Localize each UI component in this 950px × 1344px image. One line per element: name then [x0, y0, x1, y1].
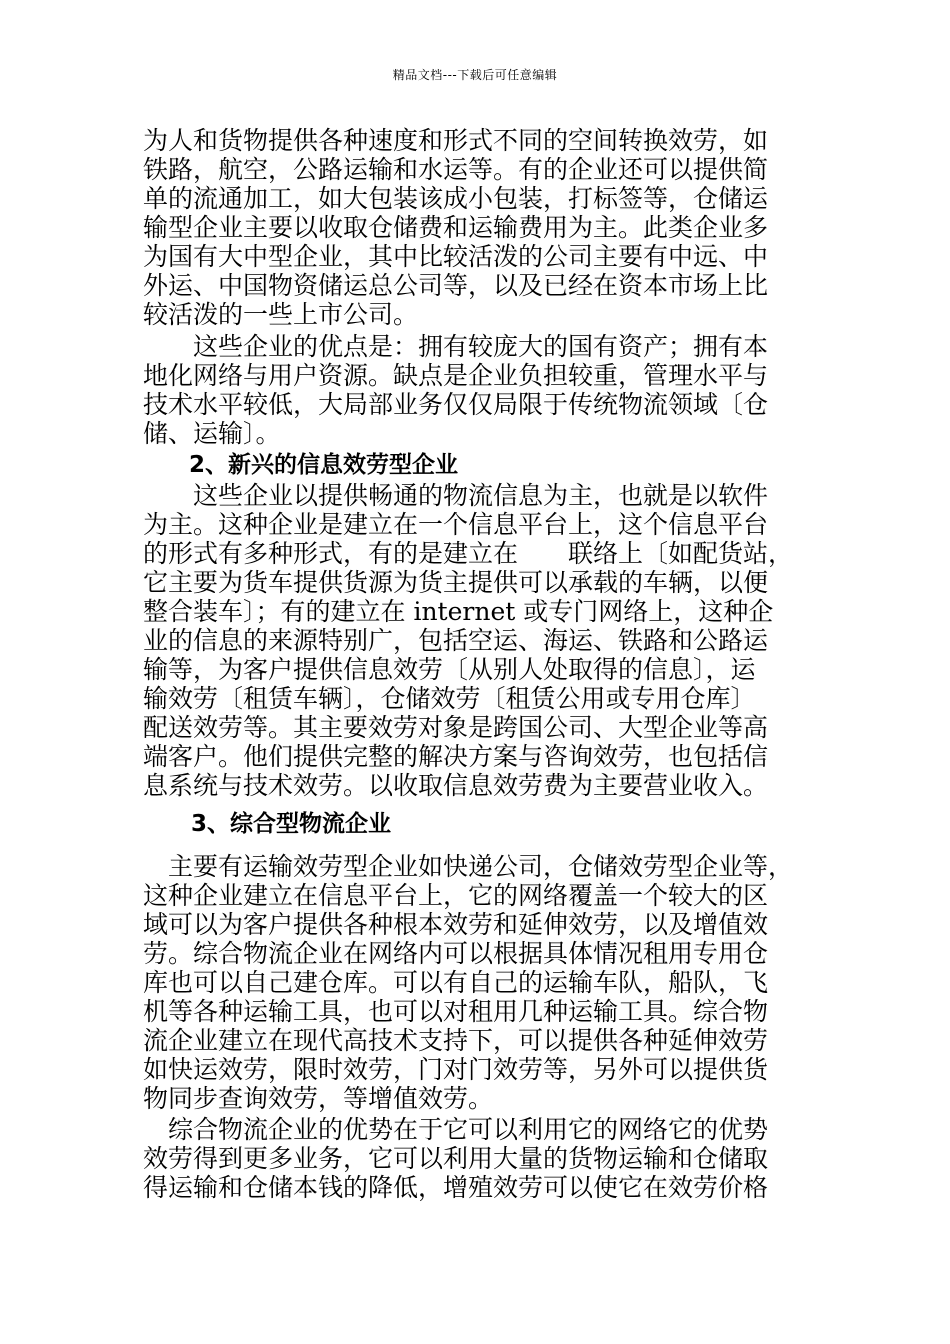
text-line: 铁路，航空，公路运输和水运等。有的企业还可以提供简: [143, 155, 769, 184]
text-line: 息系统与技术效劳。以收取信息效劳费为主要营业收入。: [143, 771, 769, 800]
text-line: 效劳得到更多业务，它可以利用大量的货物运输和仓储取: [143, 1144, 769, 1173]
text-line: 为国有大中型企业，其中比较活泼的公司主要有中远、中: [143, 242, 769, 271]
text-line: 配送效劳等。其主要效劳对象是跨国公司、大型企业等高: [143, 713, 769, 742]
text-line: 的形式有多种形式，有的是建立在 联络上〔如配货站，: [143, 539, 794, 568]
text-line: 输效劳〔租赁车辆〕，仓储效劳〔租赁公用或专用仓库〕: [143, 684, 756, 713]
paragraph: [143, 481, 808, 800]
text-line: 机等各种运输工具，也可以对租用几种运输工具。综合物: [143, 997, 769, 1026]
text-line: 输等，为客户提供信息效劳〔从别人处取得的信息〕，运: [143, 655, 756, 684]
document-body: [143, 126, 808, 1202]
text-line: 技术水平较低，大局部业务仅仅局限于传统物流领域〔仓: [143, 390, 769, 419]
text-line: 主要有运输效劳型企业如快递公司，仓储效劳型企业等，: [143, 852, 794, 881]
text-line: 它主要为货车提供货源为货主提供可以承载的车辆，以便: [143, 568, 769, 597]
text-line: 库也可以自己建仓库。可以有自己的运输车队，船队，飞: [143, 968, 769, 997]
paragraph: [143, 332, 808, 448]
text-line: 储、运输〕。: [143, 419, 281, 448]
text-line: 域可以为客户提供各种根本效劳和延伸效劳，以及增值效: [143, 910, 769, 939]
paragraph: [143, 126, 808, 329]
text-line: 输型企业主要以收取仓储费和运输费用为主。此类企业多: [143, 213, 769, 242]
text-line: 综合物流企业的优势在于它可以利用它的网络它的优势: [143, 1115, 769, 1144]
text-line: 为人和货物提供各种速度和形式不同的空间转换效劳，如: [143, 126, 769, 155]
text-line: 如快运效劳，限时效劳，门对门效劳等，另外可以提供货: [143, 1055, 769, 1084]
paragraph: [143, 1115, 808, 1202]
text-line: 外运、中国物资储运总公司等，以及已经在资本市场上比: [143, 271, 769, 300]
text-line: 这些企业以提供畅通的物流信息为主，也就是以软件: [143, 481, 769, 510]
text-line: 这些企业的优点是：拥有较庞大的国有资产；拥有本: [143, 332, 769, 361]
text-line: 劳。综合物流企业在网络内可以根据具体情况租用专用仓: [143, 939, 769, 968]
text-line: 这种企业建立在信息平台上，它的网络覆盖一个较大的区: [143, 881, 769, 910]
text-line: 得运输和仓储本钱的降低，增殖效劳可以使它在效劳价格: [143, 1173, 769, 1202]
text-line: 端客户。他们提供完整的解决方案与咨询效劳，也包括信: [143, 742, 769, 771]
text-line: 地化网络与用户资源。缺点是企业负担较重，管理水平与: [143, 361, 769, 390]
text-line: 为主。这种企业是建立在一个信息平台上，这个信息平台: [143, 510, 769, 539]
text-line: 流企业建立在现代高技术支持下，可以提供各种延伸效劳: [143, 1026, 769, 1055]
paragraph: [143, 852, 808, 1113]
text-line: 较活泼的一些上市公司。: [143, 300, 419, 329]
text-line: 整合装车〕；有的建立在 internet 或专门网络上，这种企: [143, 597, 774, 626]
section-heading: 2、新兴的信息效劳型企业: [189, 452, 459, 478]
text-line: 物同步查询效劳，等增值效劳。: [143, 1084, 494, 1113]
text-line: 单的流通加工，如大包装该成小包装，打标签等，仓储运: [143, 184, 769, 213]
page-header: 精品文档---下载后可任意编辑: [392, 68, 558, 82]
text-line: 业的信息的来源特别广，包括空运、海运、铁路和公路运: [143, 626, 769, 655]
section-heading: 3、综合型物流企业: [191, 811, 392, 837]
